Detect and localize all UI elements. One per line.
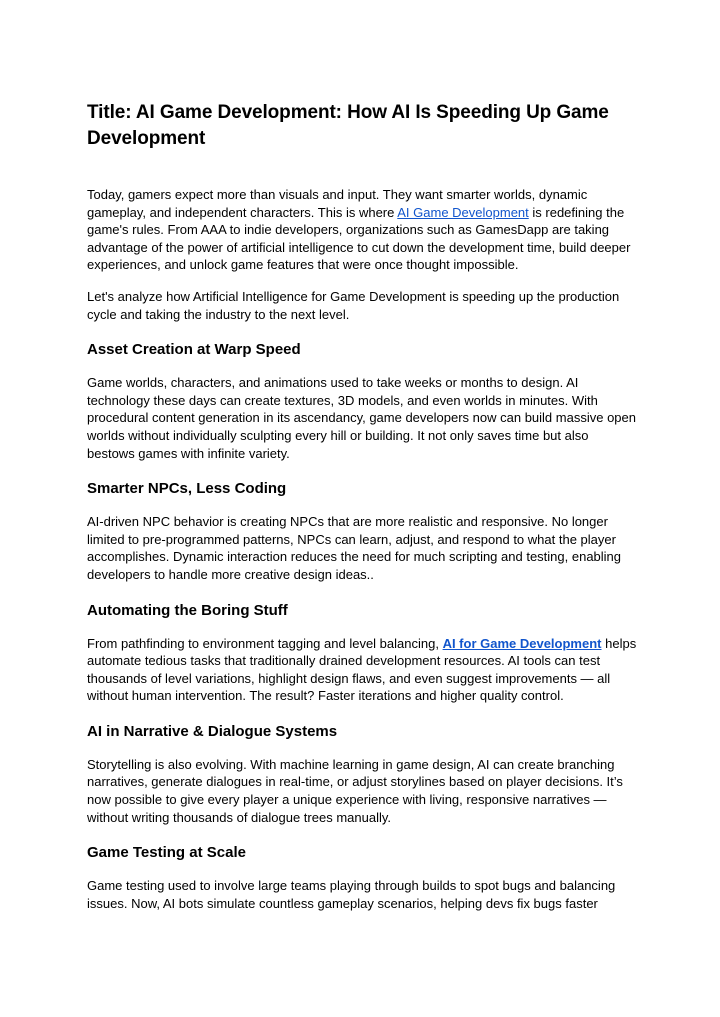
ai-game-development-link[interactable]: AI Game Development: [397, 204, 529, 220]
section-heading-automating: Automating the Boring Stuff: [87, 601, 288, 619]
intro-text-after-link: is redefining the game's rules. From AAA to indie developers, organizations such as GamesDapp are taking advantage of the power of artificial intelligence to cut down the development time, build deeper experiences, and unlock game features that were once thought impossible.: [87, 204, 631, 273]
ai-for-game-development-link[interactable]: AI for Game Development: [442, 635, 602, 651]
section-heading-game-testing: Game Testing at Scale: [87, 844, 246, 862]
section-body-smarter-npcs: AI-driven NPC behavior is creating NPCs that are more realistic and responsive. No longer limited to pre-programmed patterns, NPCs can learn, adjust, and respond to what the player accomplishes. Dynamic interaction reduces the need for much scripting and testing, enabling developers to handle more creative design ideas..: [87, 514, 622, 582]
automating-text-before-link: From pathfinding to environment tagging and level balancing,: [87, 635, 443, 651]
section-heading-smarter-npcs: Smarter NPCs, Less Coding: [87, 480, 287, 498]
section-heading-asset-creation: Asset Creation at Warp Speed: [87, 341, 301, 359]
automating-text-after-link: helps automate tedious tasks that traditionally drained development resources. AI tools can test thousands of level variations, highlight design flaws, and even suggest improvements — all without human intervention. The result? Faster iterations and higher quality control.: [87, 635, 637, 704]
intro-paragraph-2: Let's analyze how Artificial Intelligence for Game Development is speeding up the production cycle and taking the industry to the next level.: [87, 288, 620, 322]
section-body-narrative: Storytelling is also evolving. With machine learning in game design, AI can create branching narratives, generate dialogues in real-time, or adjust storylines based on player decisions. It’s now possible to give every player a unique experience with living, responsive narratives — without writing thousands of dialogue trees manually.: [87, 756, 623, 825]
document-page: [87, 100, 637, 926]
section-body-game-testing: Game testing used to involve large teams playing through builds to spot bugs and balancing issues. Now, AI bots simulate countless gameplay scenarios, helping devs fix bugs faster: [87, 878, 616, 911]
section-body-asset-creation: Game worlds, characters, and animations used to take weeks or months to design. AI technology these days can create textures, 3D models, and even worlds in minutes. With procedural content generation in its ascendancy, game developers now can build massive open worlds without individually sculpting every hill or building. It not only saves time but also bestows games with infinite variety.: [87, 375, 636, 461]
section-body-automating: [87, 635, 637, 705]
page-title: Title: AI Game Development: How AI Is Speeding Up Game Development: [87, 102, 609, 149]
intro-text-before-link: Today, gamers expect more than visuals and input. They want smarter worlds, dynamic gameplay, and independent characters. This is where: [87, 187, 588, 220]
section-heading-narrative: AI in Narrative & Dialogue Systems: [87, 722, 338, 740]
intro-paragraph-1: [87, 186, 637, 274]
